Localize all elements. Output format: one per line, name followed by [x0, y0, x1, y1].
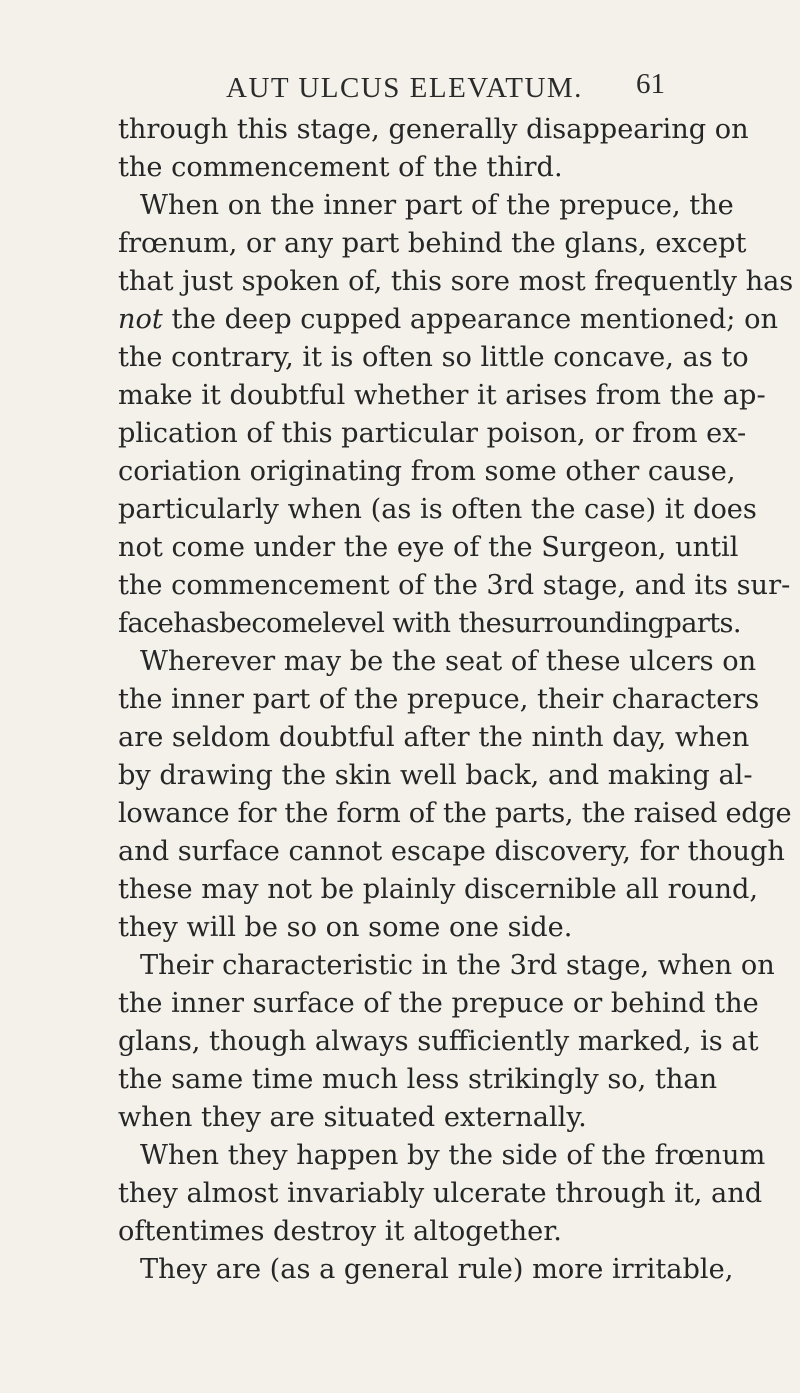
text-line: when they are situated externally.	[118, 1102, 587, 1133]
text-line: they almost invariably ulcerate through it, and	[118, 1178, 763, 1209]
text-line: When on the inner part of the prepuce, the	[140, 190, 734, 221]
text-line: that just spoken of, this sore most frequently has	[118, 266, 794, 297]
running-title: AUT ULCUS ELEVATUM.	[226, 72, 583, 104]
text-line: the commencement of the third.	[118, 152, 563, 183]
text-line: the inner part of the prepuce, their characters	[118, 684, 760, 715]
text-line	[118, 301, 778, 339]
text-line: coriation originating from some other cause,	[118, 456, 736, 487]
emphasis-text: not	[118, 304, 163, 335]
text-line: plication of this particular poison, or from ex-	[118, 418, 747, 449]
text-line: are seldom doubtful after the ninth day, when	[118, 722, 750, 753]
text-line: the contrary, it is often so little concave, as to	[118, 342, 749, 373]
text-line: They are (as a general rule) more irritable,	[140, 1254, 734, 1285]
text-line: When they happen by the side of the frœnum	[140, 1140, 766, 1171]
text-line: the commencement of the 3rd stage, and its sur-	[118, 570, 791, 601]
text-line: facehasbecomelevel with thesurroundingparts.	[118, 608, 741, 639]
text-line: particularly when (as is often the case) it does	[118, 494, 757, 525]
text-line: make it doubtful whether it arises from the ap-	[118, 380, 766, 411]
text-line: the same time much less strikingly so, than	[118, 1064, 718, 1095]
text-line: oftentimes destroy it altogether.	[118, 1216, 562, 1247]
text-line: lowance for the form of the parts, the raised edge	[118, 798, 792, 829]
text-line: Wherever may be the seat of these ulcers on	[140, 646, 757, 677]
text-line: they will be so on some one side.	[118, 912, 573, 943]
page-number: 61	[636, 68, 665, 100]
text-line: and surface cannot escape discovery, for though	[118, 836, 785, 867]
text-line: glans, though always sufficiently marked, is at	[118, 1026, 759, 1057]
text-line: these may not be plainly discernible all round,	[118, 874, 759, 905]
text-line: through this stage, generally disappearing on	[118, 114, 749, 145]
text-line: frœnum, or any part behind the glans, except	[118, 228, 747, 259]
text-line: not come under the eye of the Surgeon, until	[118, 532, 739, 563]
text-line: Their characteristic in the 3rd stage, when on	[140, 950, 775, 981]
text-line: the inner surface of the prepuce or behind the	[118, 988, 759, 1019]
line-text: the deep cupped appearance mentioned; on	[162, 304, 778, 335]
text-line: by drawing the skin well back, and making al-	[118, 760, 753, 791]
